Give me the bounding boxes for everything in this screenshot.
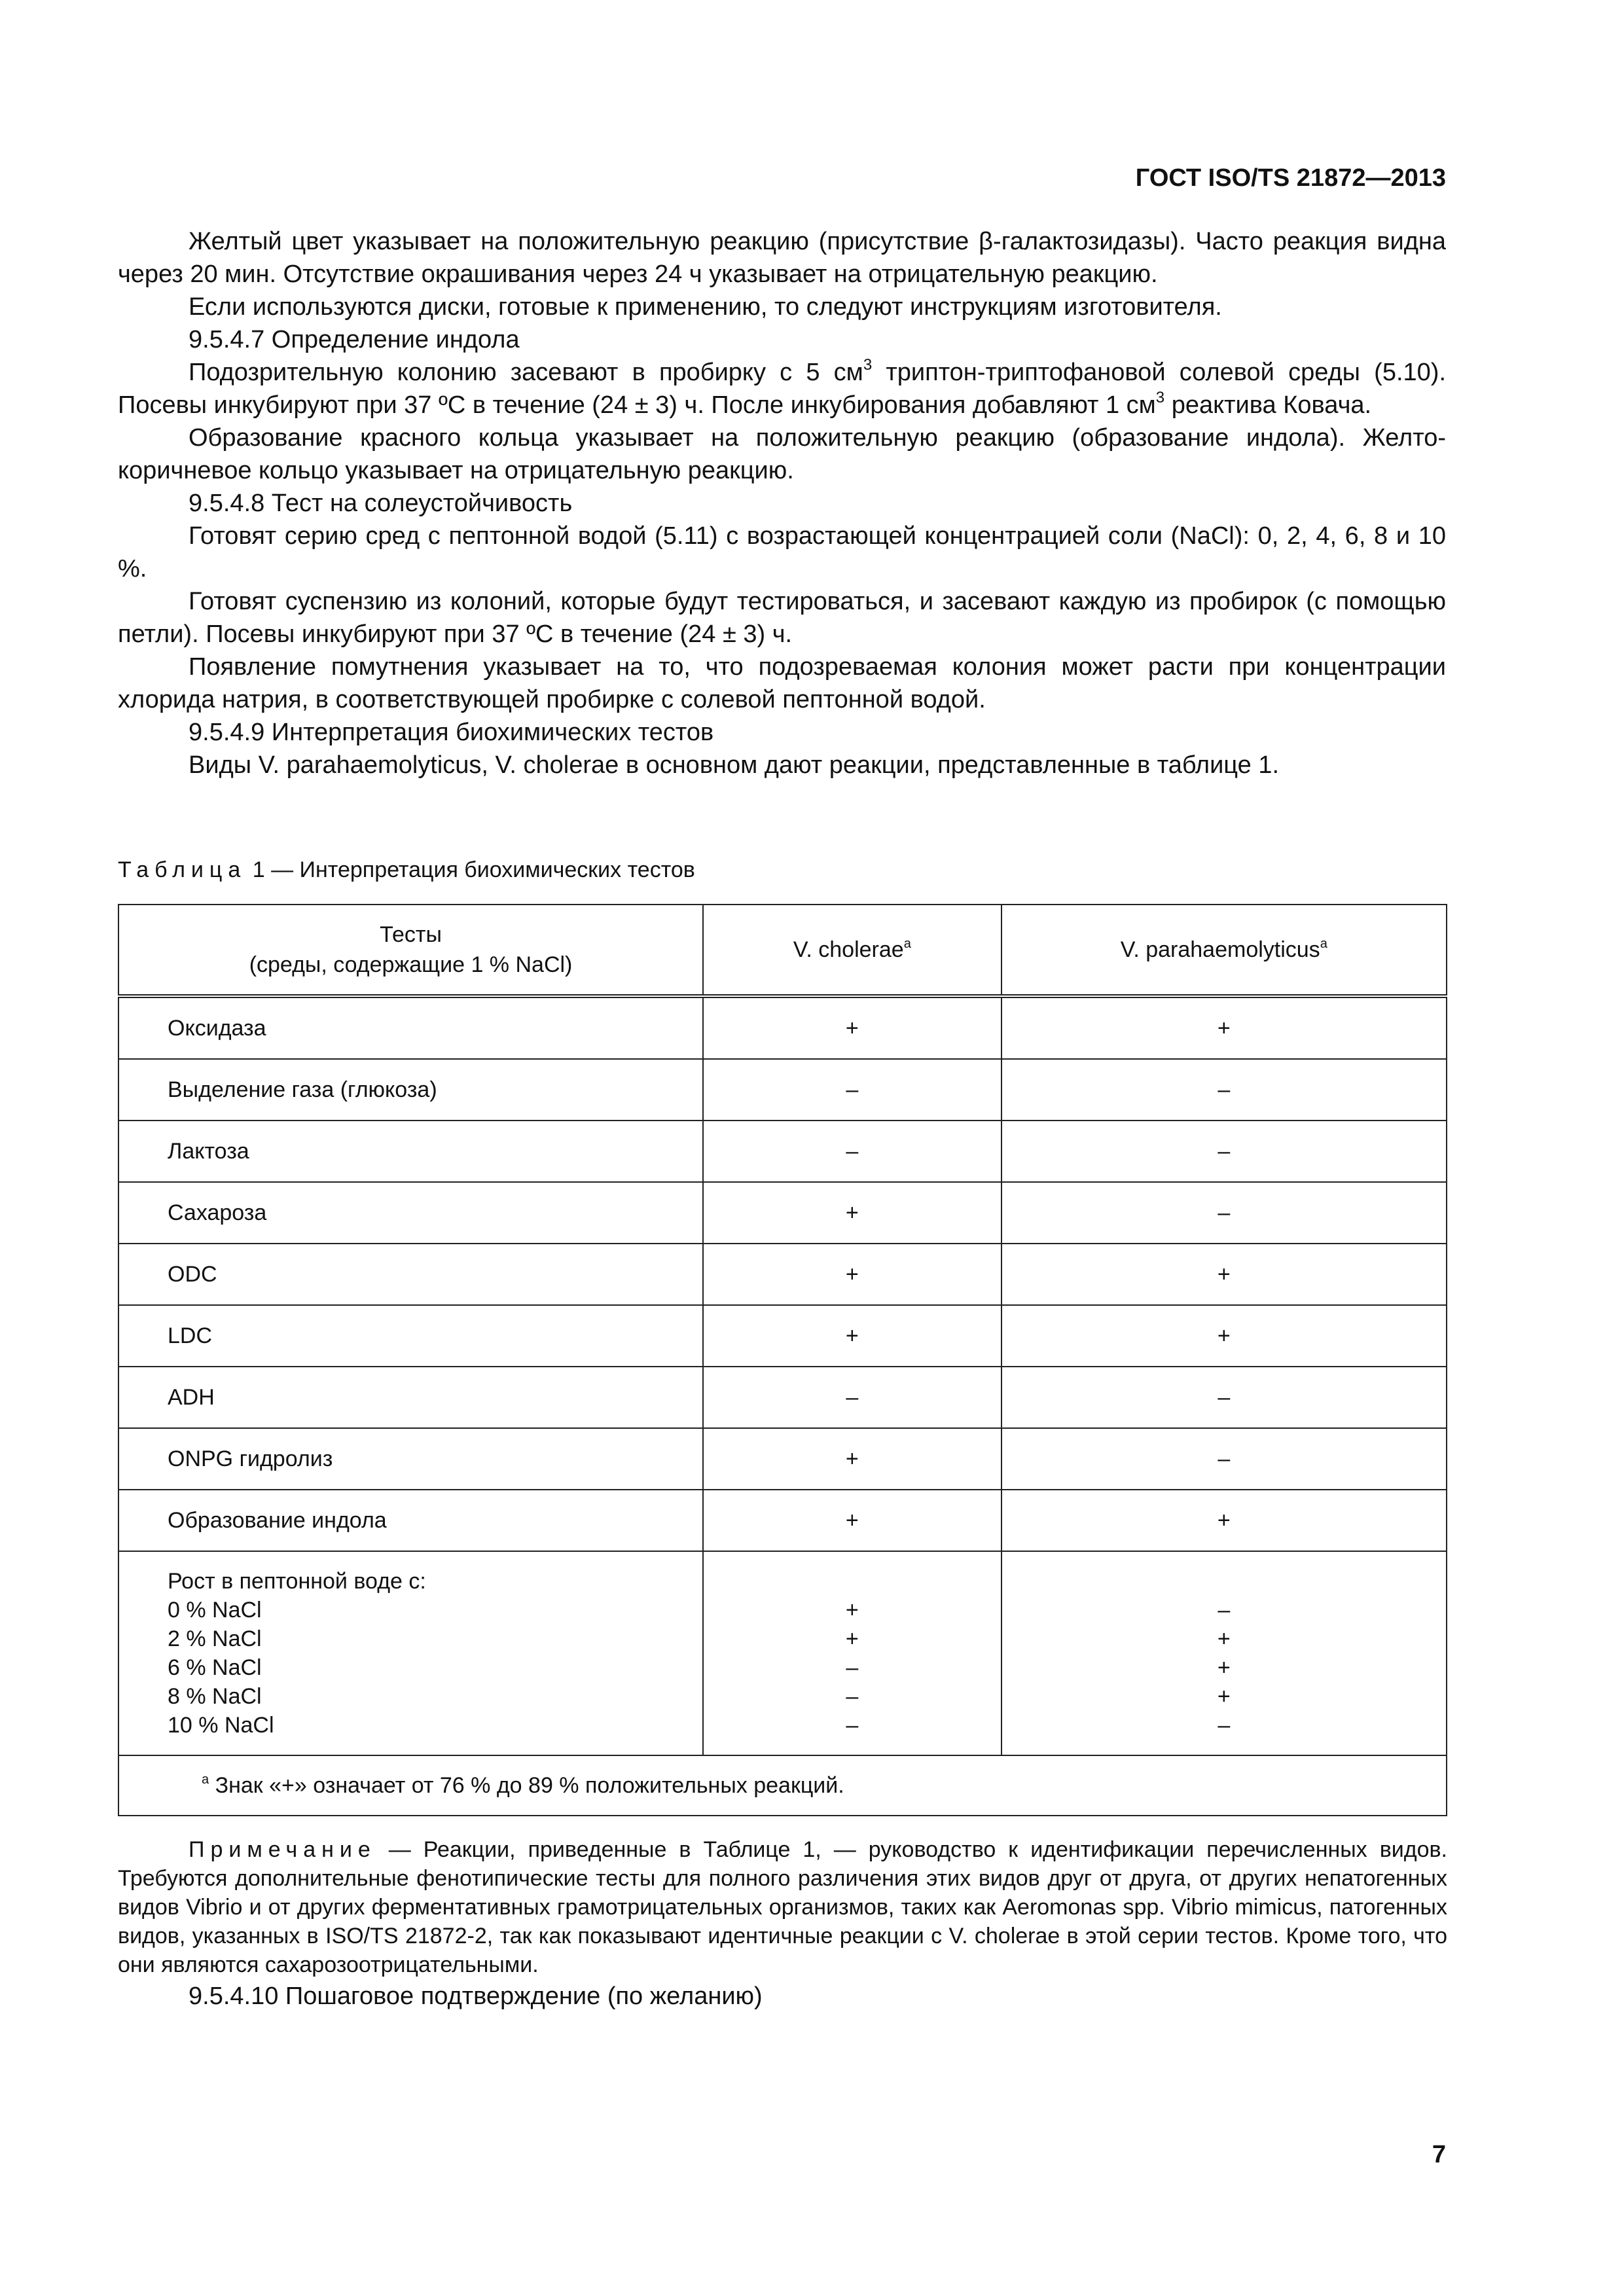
paragraph-indole-result: Образование красного кольца указывает на положительную реакцию (образование индола). Желто-коричневое кольцо указывает на отрицательную реакцию. — [118, 424, 1446, 484]
test-name: ODC — [118, 1244, 703, 1305]
indole-text-part1: Подозрительную колонию засевают в пробирку с 5 см — [189, 359, 863, 386]
test-name: Выделение газа (глюкоза) — [118, 1059, 703, 1121]
header-cholerae-label: V. cholerae — [793, 937, 904, 962]
parahaemolyticus-result: – — [1218, 1598, 1231, 1623]
note-text: — Реакции, приведенные в Таблице 1, — руководство к идентификации перечисленных видов. Требуются дополнительные фенотипические тесты для полного различения этих видов друг от друга, от других непатогенных видов Vibrio и от других ферментативных грамотрицательных организмов, таких как Aeromonas spp. Vibrio mimicus, патогенных видов, указанных в ISO/TS 21872-2, так как показывают идентичные реакции с V. cholerae в этой серии тестов. Кроме того, что они являются сахарозоотрицательными. — [118, 1837, 1447, 1977]
salt-title: Рост в пептонной воде с: — [168, 1569, 426, 1594]
parahaemolyticus-result: + — [1217, 1655, 1231, 1680]
superscript-3: 3 — [1155, 389, 1165, 406]
table-caption-label: Таблица — [118, 857, 247, 882]
section-heading-stepwise: 9.5.4.10 Пошаговое подтверждение (по желанию) — [189, 1982, 763, 2010]
cholerae-result: – — [703, 1367, 1001, 1428]
note-label: Примечание — [189, 1837, 376, 1862]
cholerae-result: – — [846, 1713, 859, 1738]
footnote-mark: a — [1320, 937, 1327, 951]
cholerae-result: + — [703, 1182, 1001, 1244]
biochemical-tests-table — [118, 904, 1447, 1816]
parahaemolyticus-result: – — [1001, 1182, 1447, 1244]
section-heading-salt: 9.5.4.8 Тест на солеустойчивость — [189, 490, 573, 517]
header-tests — [118, 905, 703, 996]
parahaemolyticus-result: – — [1218, 1713, 1231, 1738]
salt-test-name: 2 % NaCl — [168, 1626, 262, 1651]
salt-test-name: 8 % NaCl — [168, 1684, 262, 1709]
header-tests-line1: Тесты — [380, 922, 442, 947]
paragraph-salt-suspension: Готовят суспензию из колоний, которые будут тестироваться, и засевают каждую из пробирок (с помощью петли). Посевы инкубируют при 37 ºС в течение (24 ± 3) ч. — [118, 588, 1446, 648]
document-header: ГОСТ ISO/TS 21872—2013 — [1135, 164, 1446, 192]
header-tests-line2: (среды, содержащие 1 % NaCl) — [249, 952, 573, 977]
cholerae-result: + — [703, 1305, 1001, 1367]
footnote-text: Знак «+» означает от 76 % до 89 % положительных реакций. — [209, 1772, 844, 1798]
paragraph-disks: Если используются диски, готовые к применению, то следуют инструкциям изготовителя. — [189, 293, 1222, 321]
parahaemolyticus-result: – — [1001, 1367, 1447, 1428]
page-number: 7 — [1432, 2141, 1446, 2168]
parahaemolyticus-result: – — [1001, 1059, 1447, 1121]
table-footnote-row — [118, 1755, 1447, 1816]
parahaemolyticus-result: – — [1001, 1428, 1447, 1490]
parahaemolyticus-result: + — [1001, 996, 1447, 1059]
salt-tests — [118, 1551, 703, 1755]
section-heading-indole: 9.5.4.7 Определение индола — [189, 326, 520, 353]
parahaemolyticus-result: + — [1217, 1684, 1231, 1709]
cholerae-result: – — [703, 1059, 1001, 1121]
table-row — [118, 996, 1447, 1059]
parahaemolyticus-result: + — [1217, 1626, 1231, 1651]
paragraph-galactosidase: Желтый цвет указывает на положительную реакцию (присутствие β-галактозидазы). Часто реакция видна через 20 мин. Отсутствие окрашивания через 24 ч указывает на отрицательную реакцию. — [118, 228, 1446, 288]
body-text — [118, 225, 1446, 781]
test-name: Образование индола — [118, 1490, 703, 1551]
table-row — [118, 1428, 1447, 1490]
parahaemolyticus-result: + — [1001, 1305, 1447, 1367]
table-row — [118, 1121, 1447, 1182]
test-name: Сахароза — [118, 1182, 703, 1244]
table-row-salt-growth — [118, 1551, 1447, 1755]
header-cholerae — [703, 905, 1001, 996]
paragraph-salt-series: Готовят серию сред с пептонной водой (5.11) с возрастающей концентрацией соли (NaCl): 0, 2, 4, 6, 8 и 10 %. — [118, 522, 1446, 583]
table-footnote — [118, 1755, 1447, 1816]
cholerae-result: + — [703, 1244, 1001, 1305]
indole-text-part3: реактива Ковача. — [1164, 391, 1372, 419]
salt-test-name: 10 % NaCl — [168, 1713, 274, 1738]
test-name: Лактоза — [118, 1121, 703, 1182]
note-paragraph — [118, 1835, 1447, 1979]
cholerae-result: + — [703, 1490, 1001, 1551]
test-name: LDC — [118, 1305, 703, 1367]
salt-test-name: 0 % NaCl — [168, 1598, 262, 1623]
section-heading-interpretation: 9.5.4.9 Интерпретация биохимических тестов — [189, 719, 714, 746]
parahaemolyticus-result: + — [1001, 1490, 1447, 1551]
table-row — [118, 1059, 1447, 1121]
header-parahaemolyticus — [1001, 905, 1447, 996]
table-caption — [118, 857, 695, 883]
cholerae-result: + — [703, 996, 1001, 1059]
superscript-3: 3 — [863, 356, 873, 374]
table-row — [118, 1490, 1447, 1551]
paragraph-salt-result: Появление помутнения указывает на то, что подозреваемая колония может расти при концентрации хлорида натрия, в соответствующей пробирке с солевой пептонной водой. — [118, 653, 1446, 713]
test-name: ADH — [118, 1367, 703, 1428]
cholerae-result: + — [845, 1626, 859, 1651]
salt-test-name: 6 % NaCl — [168, 1655, 262, 1680]
cholerae-result: – — [703, 1121, 1001, 1182]
cholerae-result: – — [846, 1684, 859, 1709]
parahaemolyticus-result: + — [1001, 1244, 1447, 1305]
table-row — [118, 1305, 1447, 1367]
table-row — [118, 1244, 1447, 1305]
cholerae-result: + — [703, 1428, 1001, 1490]
salt-parahaemolyticus-results — [1001, 1551, 1447, 1755]
header-parahaemolyticus-label: V. parahaemolyticus — [1120, 937, 1320, 962]
test-name: Оксидаза — [118, 996, 703, 1059]
indole-text-part2: триптон-триптофановой солевой среды (5.10). Посевы инкубируют при 37 ºС в течение (24 ± 3) ч. После инкубирования добавляют 1 см — [118, 359, 1447, 419]
cholerae-result: – — [846, 1655, 859, 1680]
footnote-mark: a — [903, 937, 911, 951]
cholerae-result: + — [845, 1598, 859, 1623]
footnote-mark: a — [202, 1772, 209, 1787]
paragraph-indole-procedure — [118, 356, 1446, 422]
test-name: ONPG гидролиз — [118, 1428, 703, 1490]
note — [118, 1835, 1447, 1979]
table-row — [118, 1367, 1447, 1428]
paragraph-species: Виды V. parahaemolyticus, V. cholerae в основном дают реакции, представленные в таблице 1. — [189, 751, 1280, 779]
table-caption-text: 1 — Интерпретация биохимических тестов — [246, 857, 695, 882]
table-row — [118, 1182, 1447, 1244]
parahaemolyticus-result: – — [1001, 1121, 1447, 1182]
table-header-row — [118, 905, 1447, 996]
salt-cholerae-results — [703, 1551, 1001, 1755]
